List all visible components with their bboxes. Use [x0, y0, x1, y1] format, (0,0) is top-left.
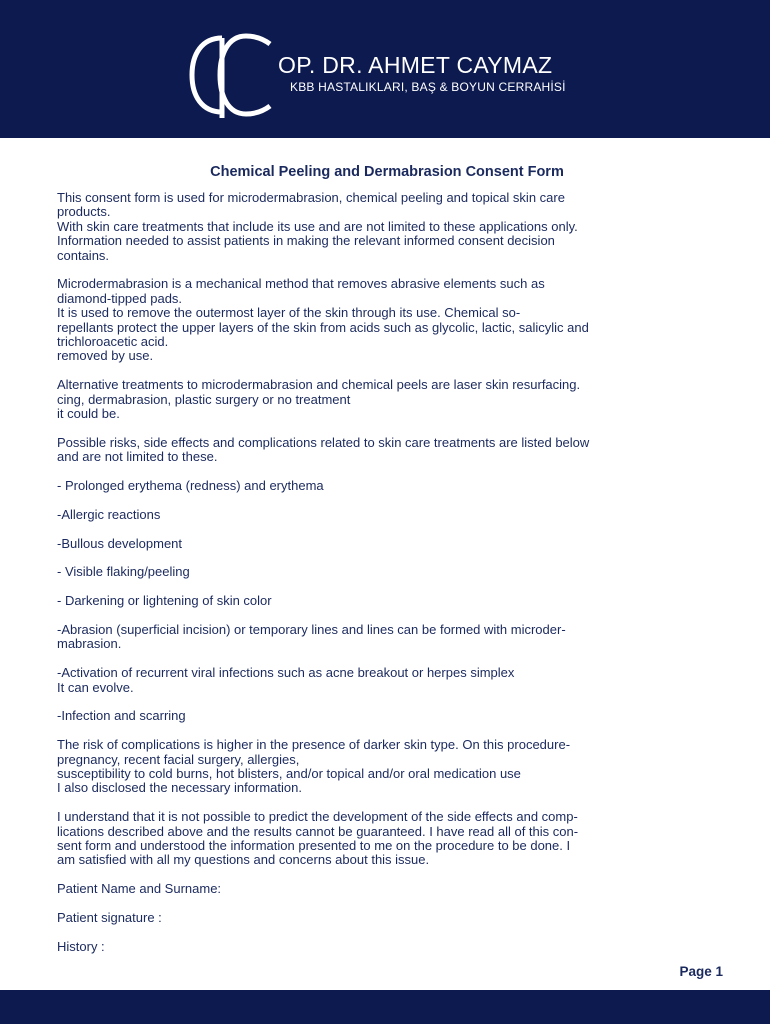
paragraph — [57, 623, 717, 652]
text-line: pregnancy, recent facial surgery, allergies, — [57, 751, 300, 767]
text-line: History : — [57, 938, 105, 954]
text-line: lications described above and the results cannot be guaranteed. I have read all of this con- — [57, 823, 579, 839]
logo-icon — [188, 30, 274, 120]
text-line: I understand that it is not possible to predict the development of the side effects and comp- — [57, 809, 578, 825]
text-line: mabrasion. — [57, 636, 122, 652]
paragraph — [57, 378, 717, 421]
text-line: -Abrasion (superficial incision) or temporary lines and lines can be formed with microder- — [57, 622, 566, 638]
text-line: -Activation of recurrent viral infections such as acne breakout or herpes simplex — [57, 665, 515, 681]
paragraph — [57, 940, 717, 954]
paragraph — [57, 738, 717, 796]
paragraph — [57, 191, 717, 263]
text-line: cing, dermabrasion, plastic surgery or no treatment — [57, 391, 351, 407]
text-line: trichloroacetic acid. — [57, 334, 169, 350]
paragraph — [57, 882, 717, 896]
text-line: -Bullous development — [57, 535, 183, 551]
brand-name: OP. DR. AHMET CAYMAZ — [278, 52, 553, 78]
text-line: Possible risks, side effects and complications related to skin care treatments are listed below — [57, 434, 590, 450]
paragraph — [57, 537, 717, 551]
text-line: - Prolonged erythema (redness) and erythema — [57, 478, 324, 494]
page-number: Page 1 — [679, 964, 723, 979]
text-line: and are not limited to these. — [57, 449, 218, 465]
text-line: repellants protect the upper layers of the skin from acids such as glycolic, lactic, salicylic and — [57, 319, 589, 335]
text-line: Patient Name and Surname: — [57, 881, 222, 897]
text-line: sent form and understood the information presented to me on the procedure to be done. I — [57, 838, 571, 854]
text-line: Patient signature : — [57, 910, 162, 926]
paragraph — [57, 911, 717, 925]
text-line: -Infection and scarring — [57, 708, 186, 724]
brand-subtitle: KBB HASTALIKLARI, BAŞ & BOYUN CERRAHİSİ — [290, 80, 566, 94]
paragraph — [57, 594, 717, 608]
paragraph — [57, 508, 717, 522]
text-line: I also disclosed the necessary information. — [57, 780, 302, 796]
text-line: It can evolve. — [57, 679, 134, 695]
text-line: The risk of complications is higher in the presence of darker skin type. On this procedure- — [57, 737, 571, 753]
footer-banner — [0, 990, 770, 1024]
text-line: products. — [57, 204, 111, 220]
paragraph — [57, 709, 717, 723]
document-title: Chemical Peeling and Dermabrasion Consent Form — [210, 164, 564, 180]
paragraph — [57, 810, 717, 868]
text-line: Microdermabrasion is a mechanical method that removes abrasive elements such as — [57, 276, 545, 292]
paragraph — [57, 436, 717, 465]
text-line: - Darkening or lightening of skin color — [57, 593, 272, 609]
paragraph — [57, 565, 717, 579]
text-line: removed by use. — [57, 348, 154, 364]
paragraph — [57, 277, 717, 363]
text-line: With skin care treatments that include its use and are not limited to these applications only. — [57, 218, 578, 234]
text-line: Information needed to assist patients in making the relevant informed consent decision — [57, 233, 555, 249]
text-line: diamond-tipped pads. — [57, 290, 183, 306]
text-line: contains. — [57, 247, 110, 263]
text-line: am satisfied with all my questions and concerns about this issue. — [57, 852, 430, 868]
text-line: it could be. — [57, 406, 120, 422]
text-line: It is used to remove the outermost layer of the skin through its use. Chemical so- — [57, 305, 521, 321]
document-body — [57, 163, 717, 969]
header-banner — [0, 0, 770, 138]
paragraph — [57, 479, 717, 493]
text-line: This consent form is used for microdermabrasion, chemical peeling and topical skin care — [57, 190, 565, 205]
paragraph-list — [57, 191, 717, 954]
text-line: -Allergic reactions — [57, 506, 161, 522]
text-line: Alternative treatments to microdermabrasion and chemical peels are laser skin resurfacing. — [57, 377, 581, 393]
paragraph — [57, 666, 717, 695]
text-line: susceptibility to cold burns, hot blisters, and/or topical and/or oral medication use — [57, 766, 521, 782]
text-line: - Visible flaking/peeling — [57, 564, 190, 580]
